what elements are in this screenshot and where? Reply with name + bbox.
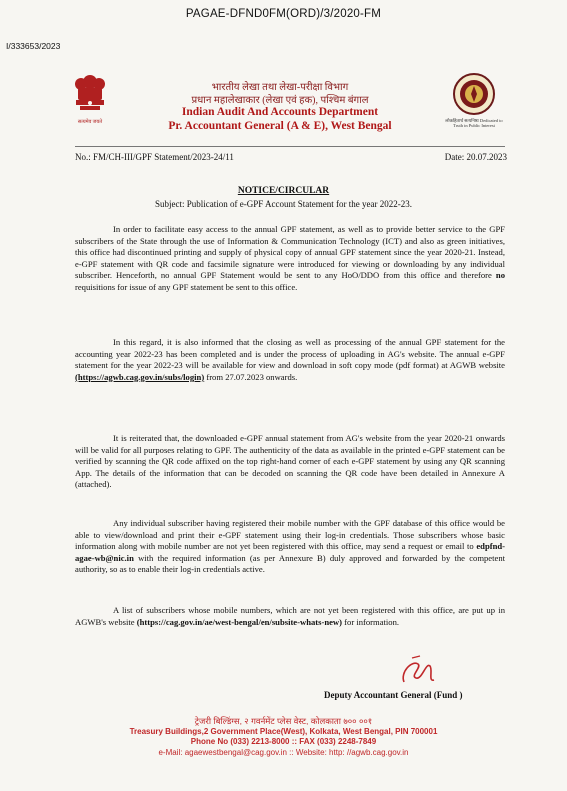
footer-address: Treasury Buildings,2 Government Place(West), Kolkata, West Bengal, PIN 700001 xyxy=(129,727,438,736)
seal-caption: लोकहितार्थ सत्यनिष्ठा Dedicated to Truth in Public Interest xyxy=(445,118,503,129)
emblem-caption: सत्यमेव जयते xyxy=(77,120,103,125)
footer-phone: Phone No (033) 2213-8000 :: FAX (033) 2248-7849 xyxy=(190,737,377,746)
footer-contact: e-Mail: agaewestbengal@cag.gov.in :: Website: http: //agwb.cag.gov.in xyxy=(158,748,409,757)
paragraph-5: A list of subscribers whose mobile numbers, which are not yet been registered with this office, are put up in AGWB's website (https://cag.gov.in/ae/west-bengal/en/subsite-whats-new) for information. xyxy=(75,605,505,627)
paragraph-2: In this regard, it is also informed that the closing as well as processing of the annual GPF statement for the accounting year 2022-23 has been completed and is under the process of uploading in AG's website. The annual e-GPF statement for the year 2022-23 will be available for view and download in soft copy mode (pdf format) at AGWB website (https://agwb.cag.gov.in/subs/login) from 27.07.2023 onwards. xyxy=(75,337,505,382)
file-number: I/333653/2023 xyxy=(6,41,61,51)
paragraph-1: In order to facilitate easy access to the annual GPF statement, as well as to provide better service to the GPF subscribers of the State through the use of Information & Communication Technology (ICT) and also as green initiatives, this office had discontinued printing and supply of physical copy of annual GPF statement since the year 2020-21. Instead, e-GPF statement with QR code and facsimile signature were introduced for viewing or downloading by any individual subscriber. Henceforth, no annual GPF Statement would be sent to any HoO/DDO from this office and therefore no requisitions for issue of any GPF statement be sent to this office. xyxy=(75,224,505,292)
org-english-line-1: Indian Audit And Accounts Department xyxy=(181,106,379,118)
reference-number: No.: FM/CH-III/GPF Statement/2023-24/11 xyxy=(75,152,234,162)
paragraph-3: It is reiterated that, the downloaded e-GPF annual statement from AG's website from the year 2020-21 onwards will be valid for all purposes relating to GPF. The authenticity of the data as available in the printed e-GPF statement can be verified by scanning the QR code affixed on the top right-hand corner of each e-GPF statement by using any QR scanning App. The details of the information that can be decoded on scanning the QR code have been detailed in Annexure A (attached). xyxy=(75,433,505,490)
org-hindi-line-2: प्रधान महालेखाकार (लेखा एवं हक), पश्चिम बंगाल xyxy=(191,95,369,106)
footer-hindi-address: ट्रेजरी बिल्डिंग्स, २ गवर्नमेंट प्लेस वेस्ट, कोलकाता ७०० ००१ xyxy=(194,716,373,726)
org-hindi-line-1: भारतीय लेखा तथा लेखा-परीक्षा विभाग xyxy=(211,82,349,93)
paragraph-4: Any individual subscriber having registered their mobile number with the GPF database of this office would be able to view/download and print their e-GPF statement using their log-in credentials. Those subscribers whose basic information along with mobile number are not yet been registered with this office, may send a request or email to edpfnd-agae-wb@nic.in with the required information (as per Annexure B) duly approved and forwarded by the competent authority, so as to enable their log-in credentials active. xyxy=(75,518,505,575)
cag-seal-icon xyxy=(452,72,496,116)
issue-date: Date: 20.07.2023 xyxy=(444,152,507,162)
request-email-link[interactable]: edpfnd-agae-wb@nic.in xyxy=(75,541,505,563)
national-emblem-icon xyxy=(72,72,108,122)
notice-subject: Subject: Publication of e-GPF Account Statement for the year 2022-23. xyxy=(155,199,412,209)
header-divider xyxy=(75,146,505,147)
notice-title: NOTICE/CIRCULAR xyxy=(237,186,330,196)
signature-icon xyxy=(390,652,450,692)
whats-new-link[interactable]: (https://cag.gov.in/ae/west-bengal/en/subsite-whats-new) xyxy=(136,616,343,627)
org-english-line-2: Pr. Accountant General (A & E), West Bengal xyxy=(168,120,392,132)
agwb-login-link[interactable]: (https://agwb.cag.gov.in/subs/login) xyxy=(75,371,205,382)
signatory-title: Deputy Accountant General (Fund ) xyxy=(324,690,463,700)
document-reference: PAGAE-DFND0FM(ORD)/3/2020-FM xyxy=(185,8,382,20)
